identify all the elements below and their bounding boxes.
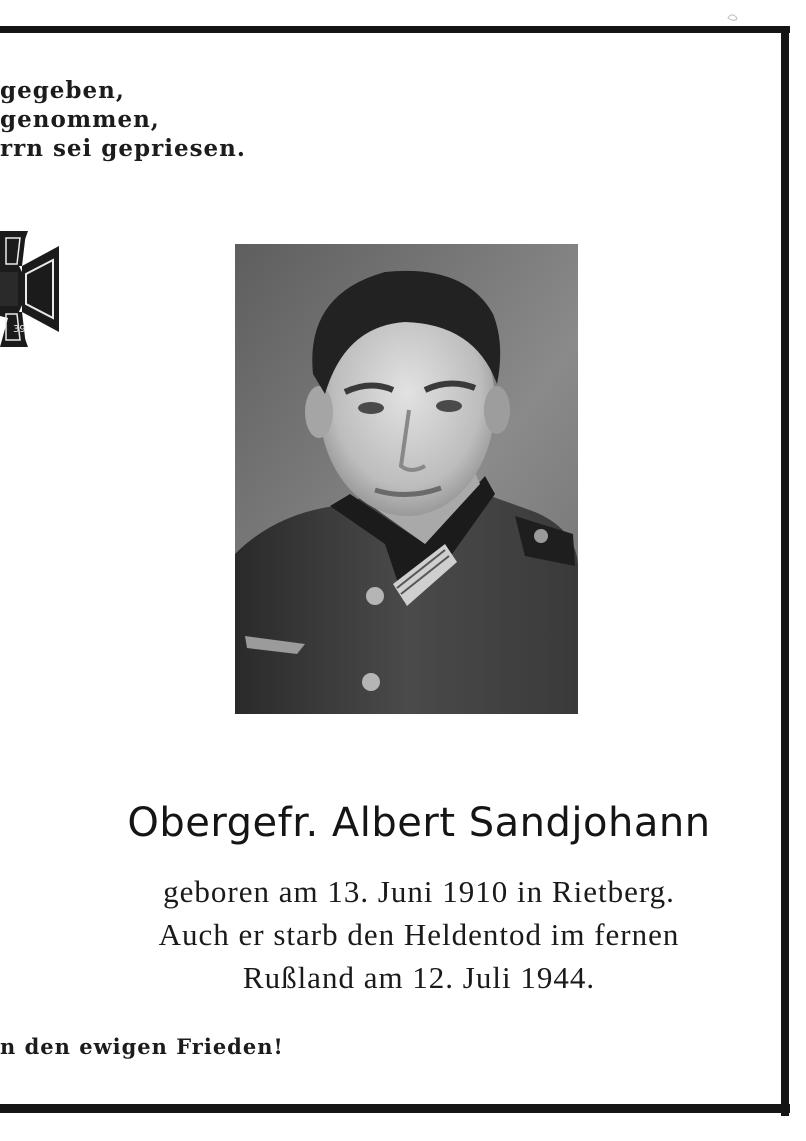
deceased-details <box>0 870 806 999</box>
details-line: Auch er starb den Heldentod im fernen <box>158 917 680 952</box>
bible-verse <box>0 76 300 163</box>
closing-prayer: n den ewigen Frieden! <box>0 1034 284 1059</box>
deceased-name: Obergefr. Albert Sandjohann <box>127 800 711 846</box>
iron-cross-icon <box>0 228 62 350</box>
card-border-bottom <box>0 1104 790 1113</box>
portrait-photo <box>235 244 578 714</box>
details-line: Rußland am 12. Juli 1944. <box>242 960 596 995</box>
paper-speck <box>726 12 740 22</box>
cross-year-label: 39 <box>13 324 26 335</box>
verse-line: rrn sei gepriesen. <box>0 135 246 162</box>
verse-line: gegeben, <box>0 77 125 104</box>
verse-line: genommen, <box>0 106 160 133</box>
card-border-top <box>0 26 790 33</box>
details-line: geboren am 13. Juni 1910 in Rietberg. <box>163 874 675 909</box>
